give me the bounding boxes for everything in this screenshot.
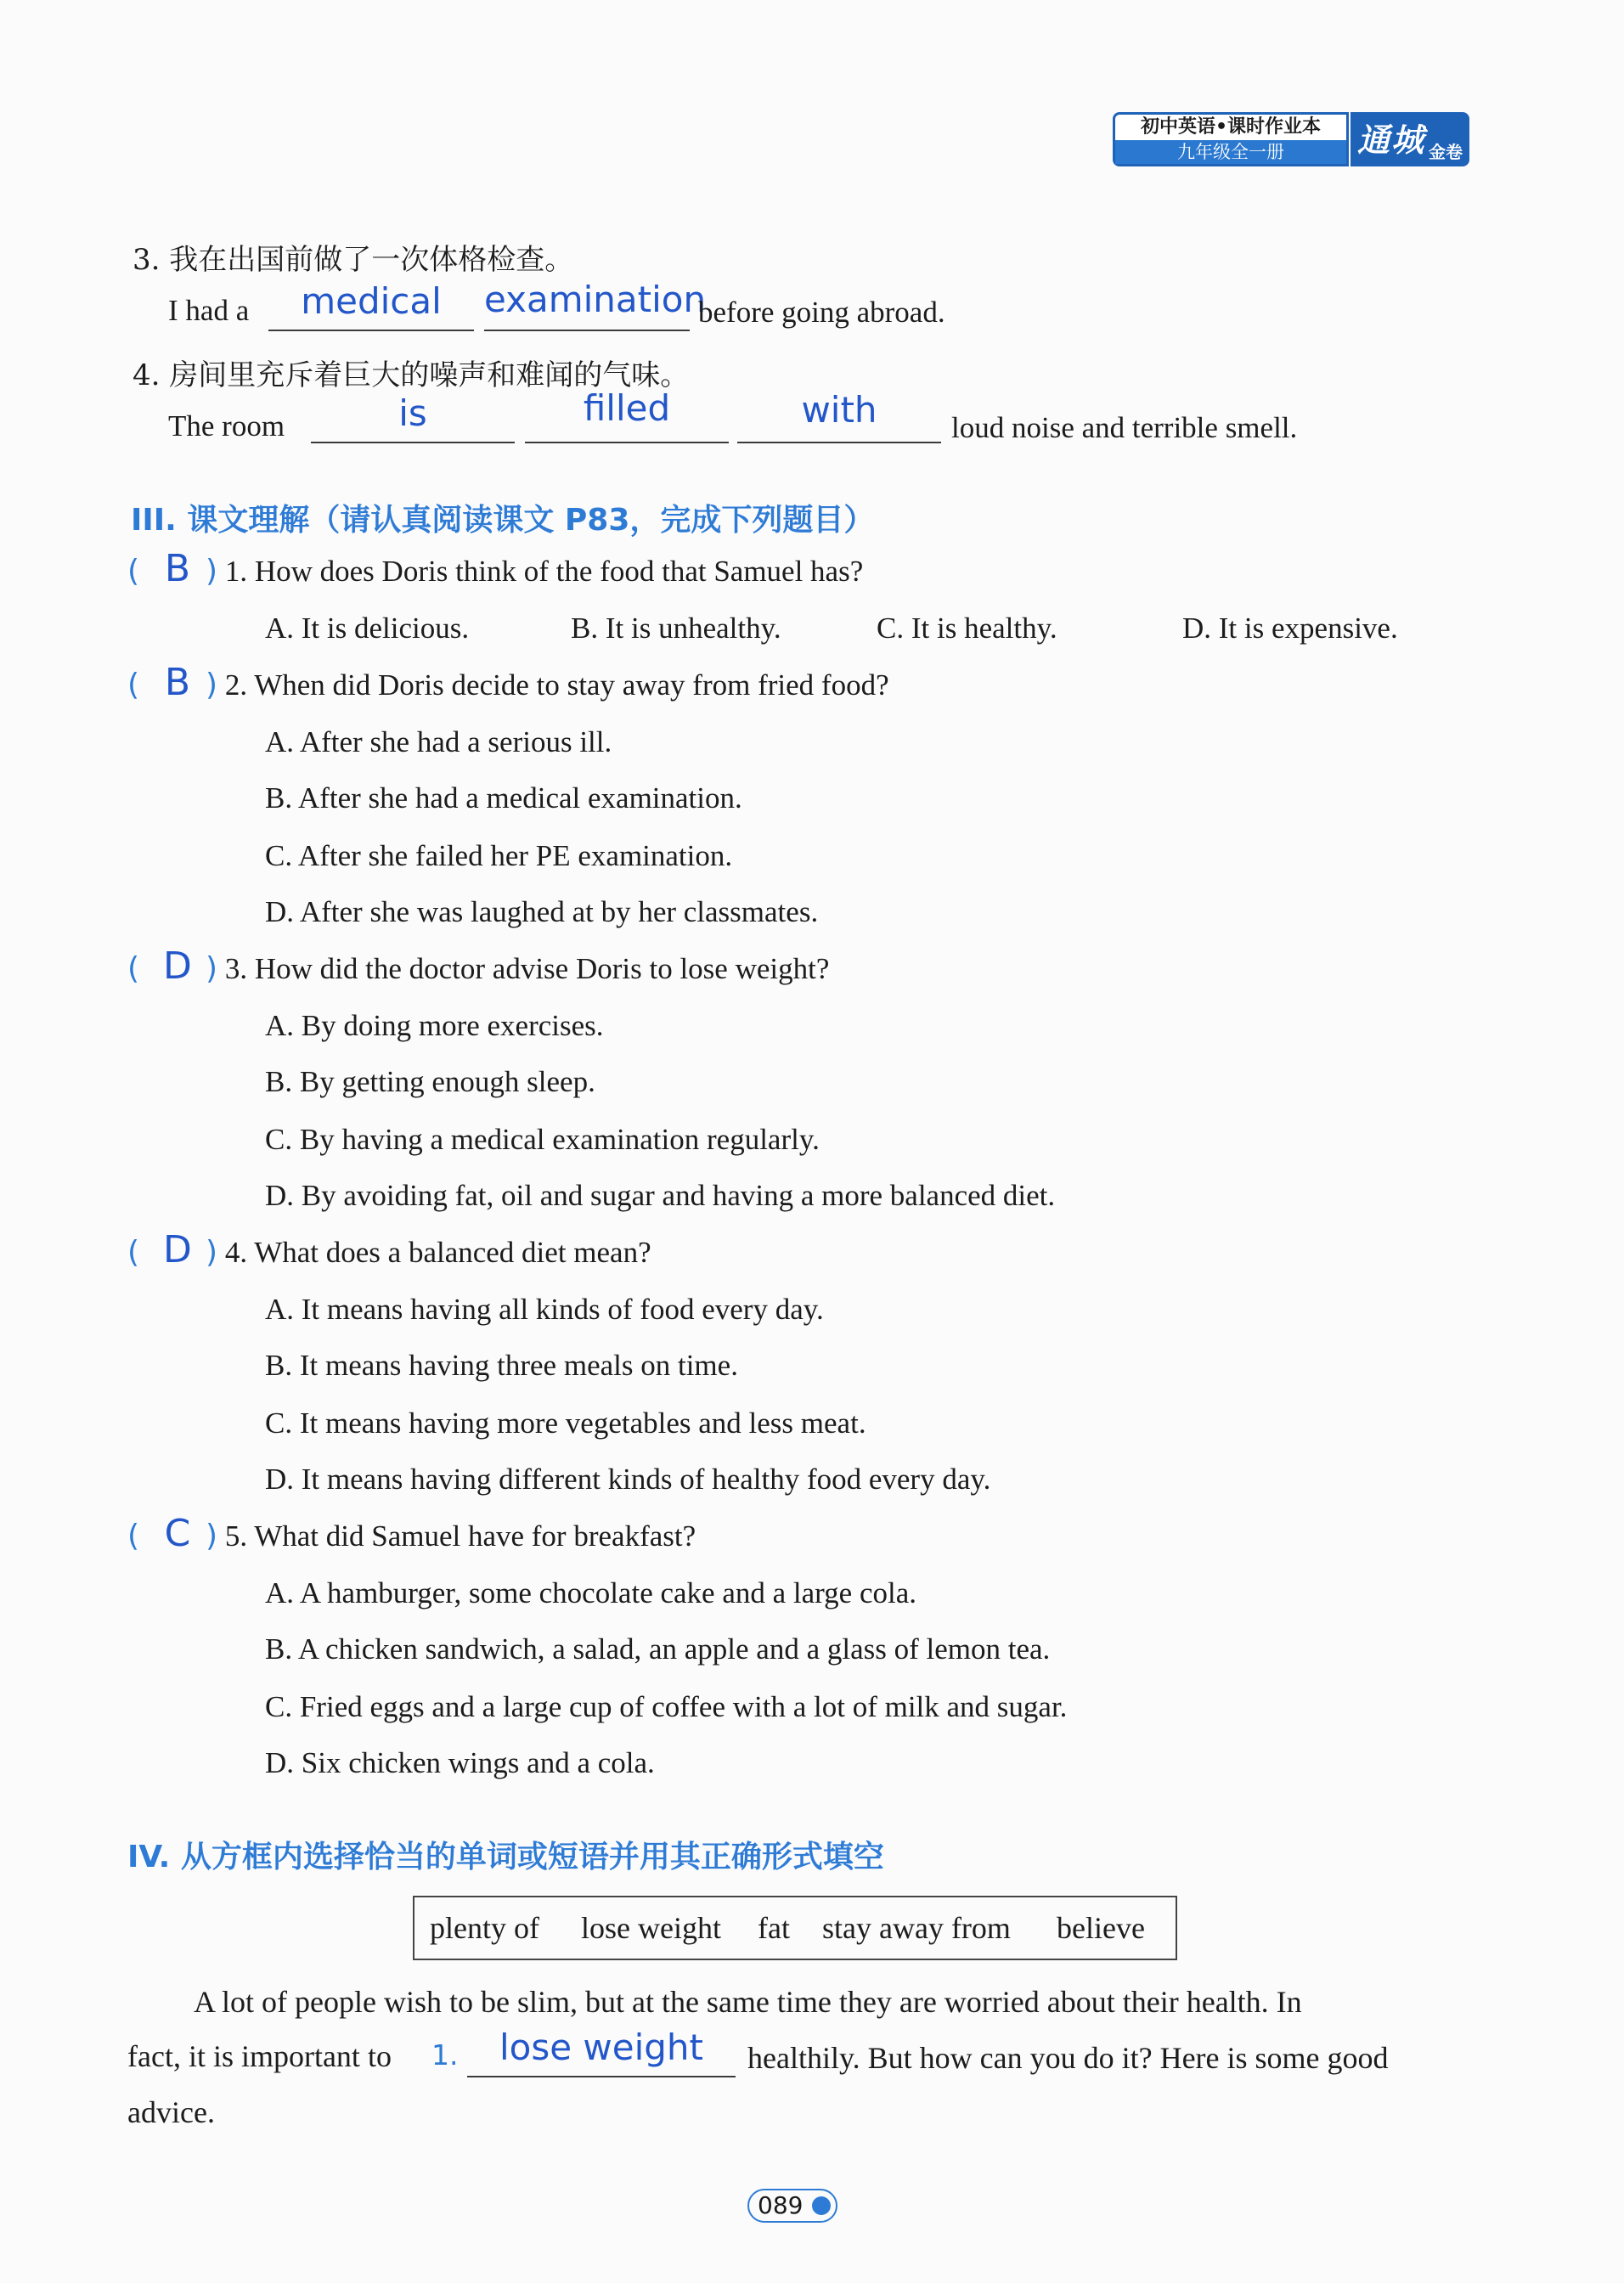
item4-blank-3 [737, 442, 941, 443]
q2-option-c: C. After she failed her PE examination. [265, 839, 733, 872]
q4-option-a: A. It means having all kinds of food every day. [265, 1293, 824, 1326]
q5-open-paren: ( [127, 1519, 140, 1553]
page-number-text: 089 [758, 2191, 804, 2219]
q1-open-paren: ( [127, 554, 140, 589]
q3-option-c: C. By having a medical examination regularly. [265, 1123, 820, 1156]
q4-stem [127, 1235, 651, 1270]
q2-option-d: D. After she was laughed at by her classmates. [265, 895, 819, 928]
q3-answer: D [163, 944, 192, 988]
brand-logo [1351, 112, 1469, 166]
q4-answer: D [163, 1228, 192, 1271]
item4-chinese: 4. 房间里充斥着巨大的噪声和难闻的气味。 [133, 358, 690, 392]
word-box-item: fat [758, 1911, 790, 1945]
q4-text: 4. What does a balanced diet mean? [224, 1236, 651, 1269]
q1-stem [127, 554, 863, 589]
word-box-item: stay away from [822, 1911, 1011, 1945]
q1-close-paren: ) [206, 554, 218, 589]
item3-suffix: before going abroad. [698, 296, 945, 329]
q1-option-c: C. It is healthy. [877, 612, 1057, 645]
paragraph-line-2-prefix: fact, it is important to [127, 2039, 392, 2073]
q4-option-d: D. It means having different kinds of healthy food every day. [265, 1463, 991, 1496]
item4-suffix: loud noise and terrible smell. [951, 411, 1298, 444]
q1-option-a: A. It is delicious. [265, 612, 470, 645]
q3-open-paren: ( [127, 951, 140, 986]
item4-answer-3: with [801, 389, 877, 431]
q5-option-d: D. Six chicken wings and a cola. [265, 1746, 655, 1779]
item3-answer-1: medical [301, 280, 442, 322]
q2-open-paren: ( [127, 668, 140, 702]
paragraph-blank [467, 2076, 736, 2077]
q2-option-a: A. After she had a serious ill. [265, 725, 612, 758]
section4-title: IV. 从方框内选择恰当的单词或短语并用其正确形式填空 [127, 1840, 884, 1874]
item4-answer-2: filled [583, 387, 671, 429]
q2-close-paren: ) [206, 668, 218, 702]
paragraph-line-3: advice. [127, 2095, 215, 2129]
page-number [747, 2189, 837, 2223]
badge-left [1113, 112, 1349, 166]
paragraph-line-1: A lot of people wish to be slim, but at the same time they are worried about their health. In [194, 1985, 1302, 2019]
q5-text: 5. What did Samuel have for breakfast? [224, 1519, 696, 1553]
word-box-item: believe [1057, 1911, 1145, 1945]
q4-close-paren: ) [206, 1235, 218, 1270]
blank-number: 1. [431, 2038, 459, 2072]
q1-answer: B [164, 547, 191, 590]
paragraph-answer: lose weight [499, 2027, 704, 2068]
paragraph-line-2-suffix: healthily. But how can you do it? Here is some good [747, 2041, 1389, 2075]
q1-option-d: D. It is expensive. [1182, 612, 1398, 645]
header-badge [1113, 112, 1469, 166]
q5-option-b: B. A chicken sandwich, a salad, an apple and a glass of lemon tea. [265, 1632, 1051, 1666]
word-box [413, 1896, 1177, 1960]
q3-option-b: B. By getting enough sleep. [265, 1065, 595, 1098]
item4-blank-1 [311, 442, 515, 443]
item3-prefix: I had a [168, 294, 250, 327]
item3-blank-1 [268, 330, 474, 331]
page-number-dot-icon [812, 2196, 831, 2215]
q2-text: 2. When did Doris decide to stay away from fried food? [224, 668, 889, 702]
item4-answer-1: is [398, 392, 427, 434]
badge-grade: 九年级全一册 [1115, 140, 1346, 164]
q3-text: 3. How did the doctor advise Doris to lose weight? [224, 952, 830, 985]
q4-open-paren: ( [127, 1235, 140, 1270]
item3-answer-2: examination [484, 279, 707, 320]
badge-title: 初中英语•课时作业本 [1140, 116, 1322, 138]
q2-option-b: B. After she had a medical examination. [265, 781, 742, 815]
item4-blank-2 [525, 442, 729, 443]
q2-stem [127, 668, 889, 702]
q4-option-b: B. It means having three meals on time. [265, 1349, 738, 1382]
q4-option-c: C. It means having more vegetables and less meat. [265, 1406, 866, 1440]
item3-chinese: 3. 我在出国前做了一次体格检查。 [133, 243, 574, 277]
q5-option-a: A. A hamburger, some chocolate cake and a large cola. [265, 1576, 917, 1609]
section3-title: III. 课文理解（请认真阅读课文 P83，完成下列题目） [131, 503, 875, 538]
item4-prefix: The room [168, 409, 285, 443]
q2-answer: B [164, 661, 191, 704]
q5-stem [127, 1519, 696, 1553]
q1-text: 1. How does Doris think of the food that Samuel has? [224, 555, 864, 588]
brand-sub: 金卷 [1429, 142, 1463, 162]
item3-blank-2 [484, 330, 690, 331]
q3-close-paren: ) [206, 951, 218, 986]
q3-option-d: D. By avoiding fat, oil and sugar and having a more balanced diet. [265, 1179, 1056, 1212]
q3-option-a: A. By doing more exercises. [265, 1009, 604, 1042]
q5-close-paren: ) [206, 1519, 218, 1553]
word-box-item: lose weight [581, 1911, 721, 1945]
q5-option-c: C. Fried eggs and a large cup of coffee with a lot of milk and sugar. [265, 1690, 1068, 1723]
q5-answer: C [164, 1512, 191, 1555]
q1-option-b: B. It is unhealthy. [571, 612, 781, 645]
brand-name: 通城 [1357, 121, 1426, 159]
q3-stem [127, 951, 829, 986]
word-box-item: plenty of [430, 1911, 539, 1945]
